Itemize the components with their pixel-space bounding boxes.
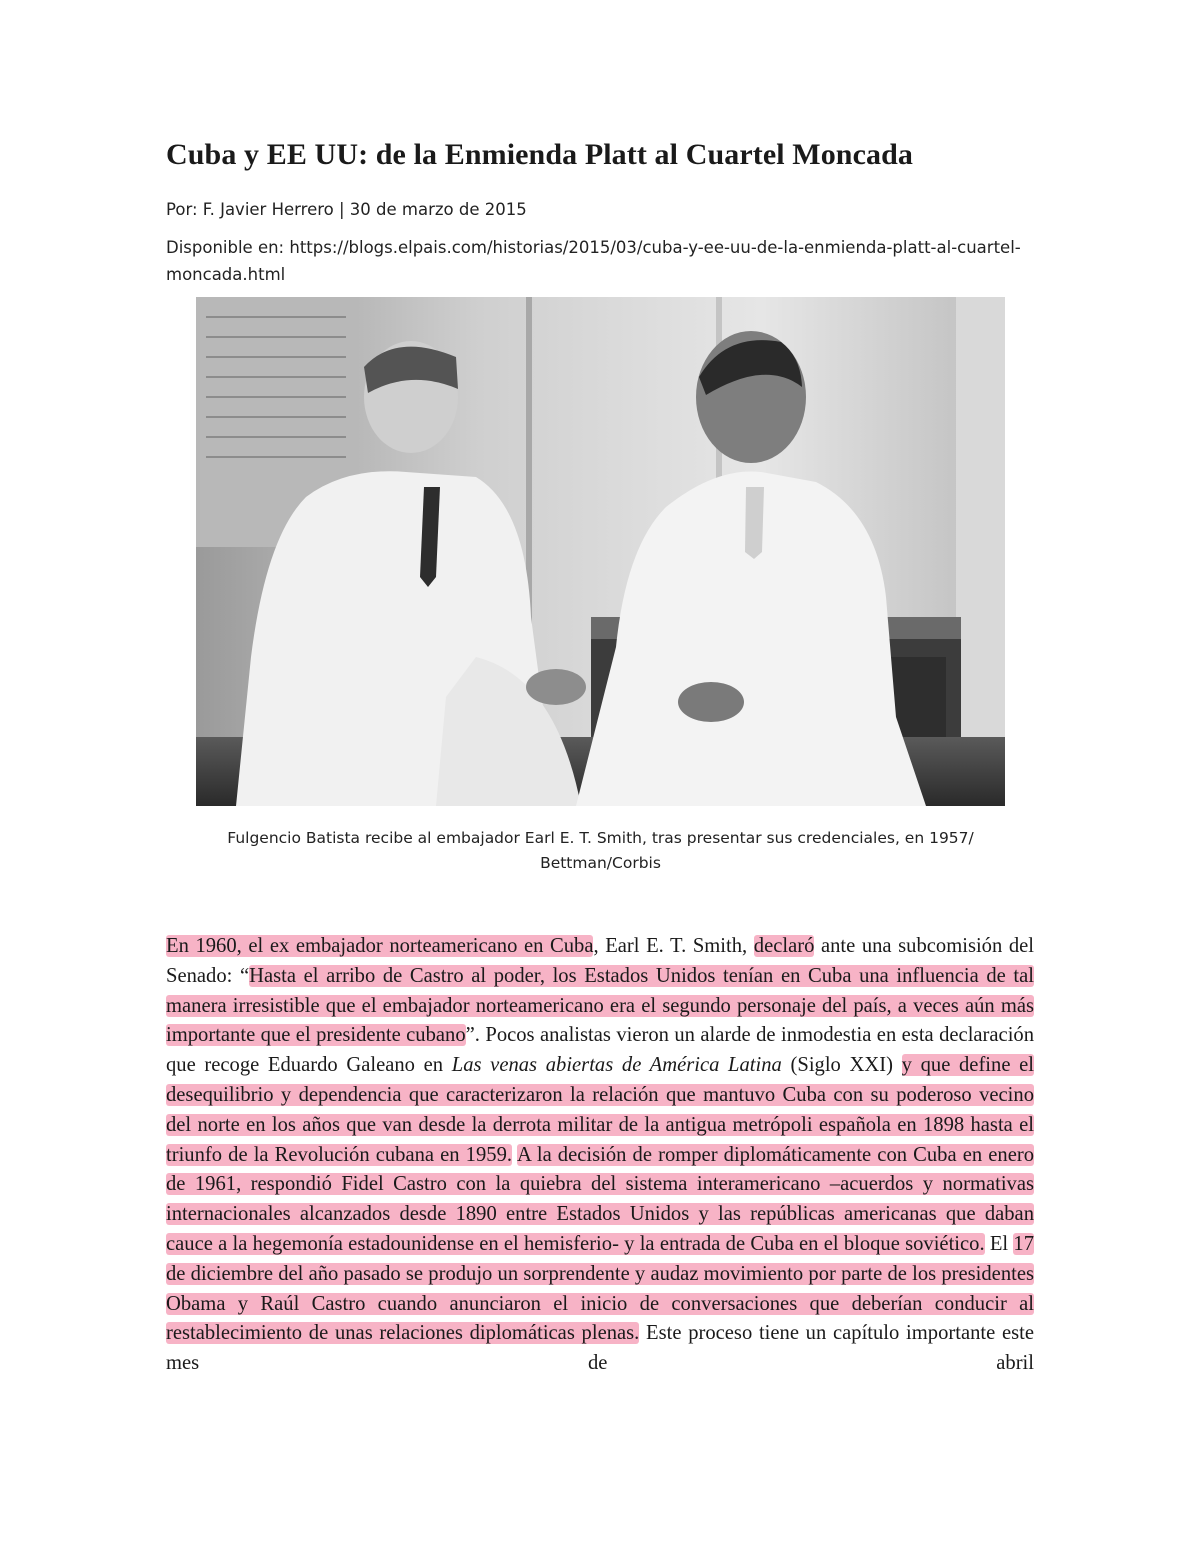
highlight-span: declaró bbox=[753, 935, 815, 957]
highlight-span: y que define el desequilibrio y dependencia que caracterizaron la relación que mantuvo Cuba con su poderoso vecino del norte en los años que van desde la derrota militar de la antigua metrópoli española en 1898 hasta el triunfo de la Revolución cubana en 1959. bbox=[166, 1054, 1034, 1166]
highlight-span: En 1960, el ex embajador norteamericano en Cuba bbox=[166, 935, 594, 957]
photo-caption: Fulgencio Batista recibe al embajador Earl E. T. Smith, tras presentar sus credenciales, en 1957/ Bettman/Corbis bbox=[227, 829, 974, 872]
historical-photo bbox=[196, 297, 1005, 806]
highlight-span: Hasta el arribo de Castro al poder, los Estados Unidos tenían en Cuba una influencia de tal manera irresistible que el embajador norteamericano era el segundo personaje del país, a veces aún más importante que el presidente cubano bbox=[166, 964, 1034, 1047]
highlight-span: 17 de diciembre del año pasado se produjo un sorprendente y audaz movimiento por parte de los presidentes Obama y Raúl Castro cuando anunciaron el inicio de conversaciones que deberían conducir al restablecimiento de unas relaciones diplomáticas plenas. bbox=[166, 1232, 1034, 1345]
article-title: Cuba y EE UU: de la Enmienda Platt al Cuartel Moncada bbox=[166, 138, 913, 171]
text-span: , Earl E. T. Smith, bbox=[593, 935, 754, 957]
text-span: Este proceso tiene un capítulo importante este mes de abril bbox=[166, 1322, 1034, 1375]
article-byline: Por: F. Javier Herrero | 30 de marzo de 2015 bbox=[166, 200, 527, 219]
article-body-paragraph bbox=[166, 932, 1034, 1379]
text-span: El bbox=[984, 1232, 1014, 1255]
article-source-link[interactable]: Disponible en: https://blogs.elpais.com/historias/2015/03/cuba-y-ee-uu-de-la-enmienda-platt-al-cuartel-moncada.html bbox=[166, 238, 1021, 284]
text-span: (Siglo XXI) bbox=[781, 1054, 902, 1077]
text-span: ante una subcomisión del Senado: “ bbox=[166, 935, 1035, 987]
book-title: Las venas abiertas de América Latina bbox=[451, 1054, 782, 1077]
text-span: ”. Pocos analistas vieron un alarde de inmodestia en esta declaración que recoge Eduardo Galeano en bbox=[166, 1024, 1035, 1077]
highlight-span: A la decisión de romper diplomáticamente con Cuba en enero de 1961, respondió Fidel Castro con la quiebra del sistema interamericano –acuerdos y normativas internacionales alcanzados desde 1890 entre Estados Unidos y las repúblicas americanas que daban cauce a la hegemonía estadounidense en el hemisferio- y la entrada de Cuba en el bloque soviético. bbox=[166, 1143, 1034, 1255]
